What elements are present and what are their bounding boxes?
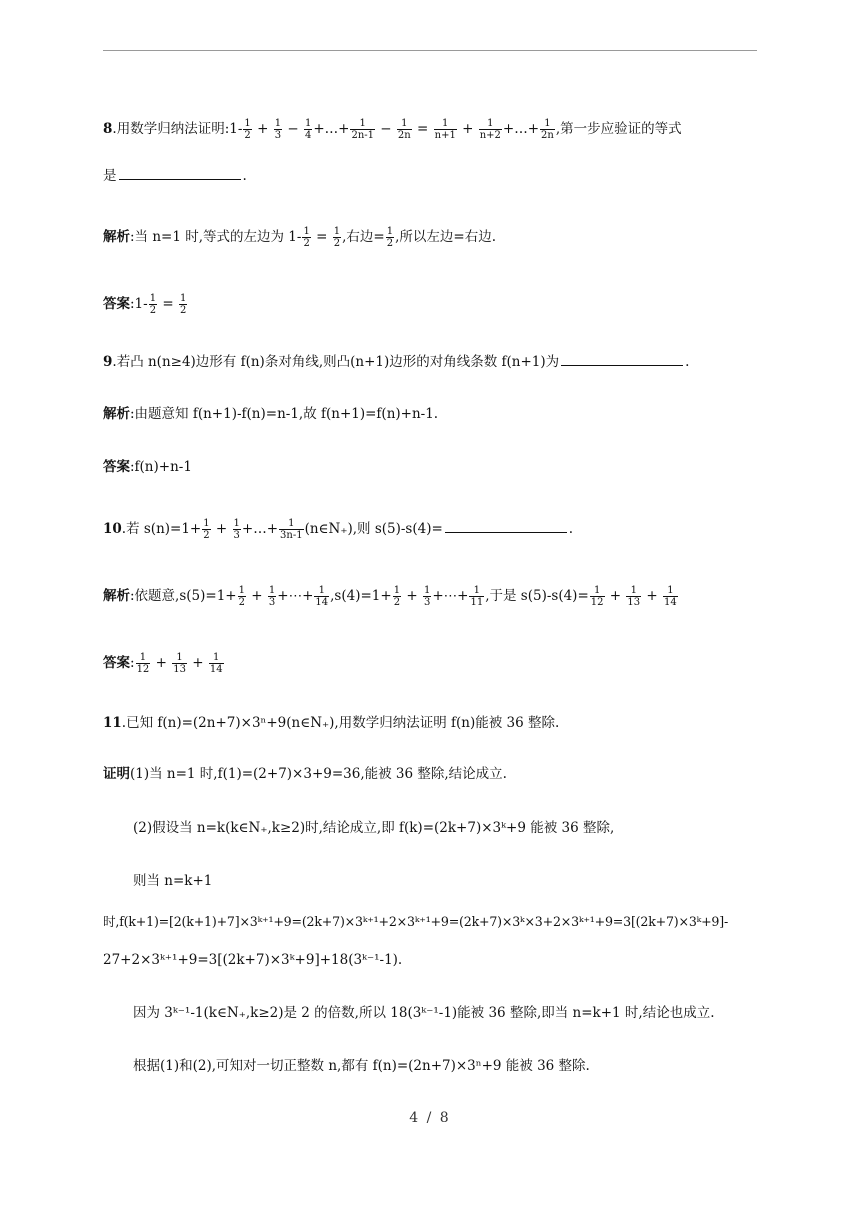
answer-blank [445, 520, 567, 533]
fraction: $\frac{1}{14}$ [664, 585, 677, 608]
q11-proof-step3: 则当 n=k+1 [133, 873, 213, 889]
q11-proof-step5: 27+2×3ᵏ⁺¹+9=3[(2k+7)×3ᵏ+9]+18(3ᵏ⁻¹-1). [103, 952, 403, 968]
q9-answer: 答案:f(n)+n-1 [103, 459, 192, 475]
fraction: $\frac{1}{2}$ [179, 293, 187, 316]
fraction: $\frac{1}{3n-1}$ [280, 518, 303, 541]
q11-number: 11 [103, 715, 122, 731]
fraction: $\frac{1}{3}$ [274, 118, 282, 141]
fraction: $\frac{1}{2n}$ [541, 118, 554, 141]
fraction: $\frac{1}{3}$ [268, 585, 276, 608]
fraction: $\frac{1}{2}$ [149, 293, 157, 316]
fraction: $\frac{1}{2}$ [333, 226, 341, 249]
q10-number: 10 [103, 521, 122, 537]
fraction: $\frac{1}{2}$ [303, 226, 310, 249]
q11-proof-step6: 因为 3ᵏ⁻¹-1(k∈N₊,k≥2)是 2 的倍数,所以 18(3ᵏ⁻¹-1)能被 36 整除,即当 n=k+1 时,结论也成立. [133, 1005, 715, 1021]
q9-analysis: 解析:由题意知 f(n+1)-f(n)=n-1,故 f(n+1)=f(n)+n-1. [103, 406, 439, 422]
q8-blank-line: 是 . [103, 168, 247, 184]
q8-answer: 答案:1- $\frac{1}{2}$ = $\frac{1}{2}$ [103, 293, 187, 316]
q11-conclusion: 根据(1)和(2),可知对一切正整数 n,都有 f(n)=(2n+7)×3ⁿ+9 能被 36 整除. [133, 1058, 590, 1074]
fraction: $\frac{1}{13}$ [173, 652, 186, 675]
fraction: $\frac{1}{3}$ [233, 518, 240, 541]
fraction: $\frac{1}{n+2}$ [479, 118, 501, 141]
q9-number: 9 [103, 354, 113, 370]
fraction: $\frac{1}{14}$ [209, 652, 223, 675]
fraction: $\frac{1}{2}$ [386, 226, 394, 249]
fraction: $\frac{1}{11}$ [470, 585, 484, 608]
fraction: $\frac{1}{4}$ [304, 118, 312, 141]
fraction: $\frac{1}{2}$ [238, 585, 245, 608]
q11-proof-step1: 证明(1)当 n=1 时,f(1)=(2+7)×3+9=36,能被 36 整除,结论成立. [103, 766, 507, 782]
fraction: $\frac{1}{14}$ [315, 585, 329, 608]
answer-blank [561, 353, 683, 366]
fraction: $\frac{1}{12}$ [590, 585, 604, 608]
fraction: $\frac{1}{2n}$ [397, 118, 411, 141]
page-number: 4 / 8 [409, 1110, 451, 1126]
fraction: $\frac{1}{12}$ [136, 652, 150, 675]
header-rule [103, 50, 757, 51]
answer-blank [119, 167, 241, 180]
q9-statement: 9.若凸 n(n≥4)边形有 f(n)条对角线,则凸(n+1)边形的对角线条数 f(n+1)为 . [103, 354, 690, 370]
fraction: $\frac{1}{3}$ [423, 585, 431, 608]
fraction: $\frac{1}{2}$ [393, 585, 401, 608]
q10-answer: 答案: $\frac{1}{12}$ + $\frac{1}{13}$ + $\frac{1}{14}$ [103, 652, 223, 675]
fraction: $\frac{1}{2n-1}$ [351, 118, 375, 141]
fraction: $\frac{1}{2}$ [244, 118, 251, 141]
q10-analysis: 解析:依题意,s(5)=1+ $\frac{1}{2}$ + $\frac{1}{3}$ +⋯+ $\frac{1}{14}$ ,s(4)=1+ $\frac{1}{2}$ + $\frac{1}{3}$ +⋯+ $\frac{1}{11}$ ,于是 s(5)-s(4)= $\frac{1}{12}$ + $\frac{1}{13}$ + $\frac{1}{14}$ [103, 585, 677, 608]
fraction: $\frac{1}{n+1}$ [434, 118, 456, 141]
q11-proof-step2: (2)假设当 n=k(k∈N₊,k≥2)时,结论成立,即 f(k)=(2k+7)×3ᵏ+9 能被 36 整除, [133, 820, 615, 836]
q11-statement: 11.已知 f(n)=(2n+7)×3ⁿ+9(n∈N₊),用数学归纳法证明 f(n)能被 36 整除. [103, 715, 560, 731]
q8-number: 8 [103, 121, 113, 137]
q8-analysis: 解析:当 n=1 时,等式的左边为 1- $\frac{1}{2}$ = $\frac{1}{2}$ ,右边= $\frac{1}{2}$ ,所以左边=右边. [103, 226, 497, 249]
fraction: $\frac{1}{2}$ [203, 518, 210, 541]
q11-proof-step4: 时,f(k+1)=[2(k+1)+7]×3ᵏ⁺¹+9=(2k+7)×3ᵏ⁺¹+2×3ᵏ⁺¹+9=(2k+7)×3ᵏ×3+2×3ᵏ⁺¹+9=3[(2k+7)×3ᵏ+9]- [103, 914, 729, 929]
q10-statement: 10.若 s(n)=1+ $\frac{1}{2}$ + $\frac{1}{3}$ +…+ $\frac{1}{3n-1}$ (n∈N₊),则 s(5)-s(4)= . [103, 518, 574, 541]
q8-statement: 8.用数学归纳法证明:1- $\frac{1}{2}$ + $\frac{1}{3}$ − $\frac{1}{4}$ +…+ $\frac{1}{2n-1}$ − $\frac{1}{2n}$ = $\frac{1}{n+1}$ + $\frac{1}{n+2}$ +…+ $\frac{1}{2n}$ ,第一步应验证的等式 [103, 118, 682, 141]
fraction: $\frac{1}{13}$ [627, 585, 641, 608]
